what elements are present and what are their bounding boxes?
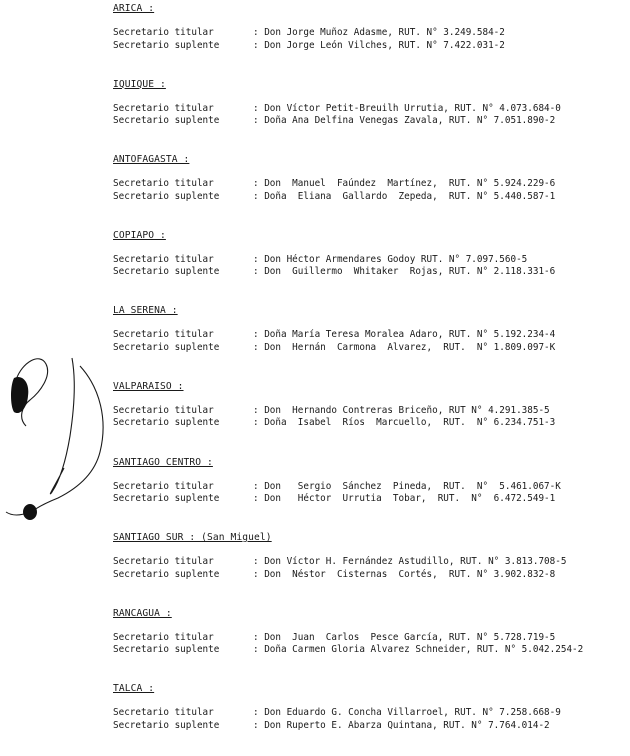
- section-heading: SANTIAGO SUR : (San Miguel): [113, 532, 272, 544]
- person-detail: : Don Ruperto E. Abarza Quintana, RUT. N° 7.764.014-2: [253, 719, 550, 731]
- section-iquique: [113, 76, 628, 152]
- role-label: Secretario titular: [113, 707, 214, 719]
- row-suplente: [113, 417, 555, 429]
- role-label: Secretario suplente: [113, 568, 220, 580]
- row-suplente: [113, 493, 555, 505]
- person-detail: : Don Hernán Carmona Alvarez, RUT. N° 1.809.097-K: [253, 341, 556, 353]
- person-detail: : Doña Isabel Ríos Marcuello, RUT. N° 6.234.751-3: [253, 417, 556, 429]
- role-label: Secretario suplente: [113, 644, 220, 656]
- row-suplente: [113, 266, 555, 278]
- section-rancagua: [113, 605, 628, 681]
- row-suplente: [113, 342, 555, 354]
- signature-stroke-loop: [50, 358, 74, 494]
- section-talca: [113, 680, 628, 756]
- section-heading: IQUIQUE :: [113, 78, 166, 90]
- person-detail: : Doña Ana Delfina Venegas Zavala, RUT. N° 7.051.890-2: [253, 115, 556, 127]
- section-heading: VALPARAISO :: [113, 380, 184, 392]
- section-santiago-centro: [113, 454, 628, 530]
- section-heading: LA SERENA :: [113, 305, 178, 317]
- signature-blot-upper: [11, 377, 28, 413]
- row-titular: [113, 405, 550, 417]
- signature-blot-lower: [23, 504, 37, 520]
- row-suplente: [113, 644, 583, 656]
- section-santiago-sur: [113, 529, 628, 605]
- section-antofagasta: [113, 151, 628, 227]
- role-label: Secretario titular: [113, 253, 214, 265]
- section-heading: TALCA :: [113, 683, 155, 695]
- section-heading: SANTIAGO CENTRO :: [113, 456, 213, 468]
- role-label: Secretario suplente: [113, 341, 220, 353]
- person-detail: : Don Héctor Urrutia Tobar, RUT. N° 6.472.549-1: [253, 493, 556, 505]
- handwritten-signature: [0, 340, 115, 530]
- person-detail: : Don Eduardo G. Concha Villarroel, RUT. N° 7.258.668-9: [253, 707, 561, 719]
- role-label: Secretario titular: [113, 480, 214, 492]
- role-label: Secretario titular: [113, 329, 214, 341]
- row-suplente: [113, 115, 555, 127]
- role-label: Secretario titular: [113, 27, 214, 38]
- row-titular: [113, 254, 527, 266]
- row-suplente: [113, 40, 505, 52]
- role-label: Secretario titular: [113, 631, 214, 643]
- section-copiapo: [113, 227, 628, 303]
- signature-stroke-arc: [34, 366, 103, 510]
- role-label: Secretario titular: [113, 404, 214, 416]
- section-heading: ARICA :: [113, 3, 155, 14]
- role-label: Secretario suplente: [113, 266, 220, 278]
- row-suplente: [113, 191, 555, 203]
- row-suplente: [113, 720, 550, 732]
- person-detail: : Don Héctor Armendares Godoy RUT. N° 7.097.560-5: [253, 253, 528, 265]
- row-titular: [113, 329, 555, 341]
- section-heading: RANCAGUA :: [113, 607, 172, 619]
- row-titular: [113, 707, 561, 719]
- person-detail: : Don Néstor Cisternas Cortés, RUT. N° 3.902.832-8: [253, 568, 556, 580]
- role-label: Secretario suplente: [113, 417, 220, 429]
- person-detail: : Don Hernando Contreras Briceño, RUT N° 4.291.385-5: [253, 404, 550, 416]
- row-titular: [113, 481, 561, 493]
- person-detail: : Doña Carmen Gloria Alvarez Schneider, RUT. N° 5.042.254-2: [253, 644, 584, 656]
- section-heading: ANTOFAGASTA :: [113, 154, 190, 166]
- person-detail: : Doña Eliana Gallardo Zepeda, RUT. N° 5.440.587-1: [253, 190, 556, 202]
- role-label: Secretario suplente: [113, 493, 220, 505]
- person-detail: : Don Jorge León Vilches, RUT. N° 7.422.031-2: [253, 39, 505, 51]
- role-label: Secretario titular: [113, 102, 214, 114]
- person-detail: : Don Jorge Muñoz Adasme, RUT. N° 3.249.584-2: [253, 27, 505, 38]
- role-label: Secretario titular: [113, 556, 214, 568]
- row-titular: [113, 178, 555, 190]
- role-label: Secretario suplente: [113, 115, 220, 127]
- section-heading: COPIAPO :: [113, 229, 166, 241]
- section-valparaiso: [113, 378, 628, 454]
- person-detail: : Don Víctor Petit-Breuilh Urrutia, RUT. N° 4.073.684-0: [253, 102, 561, 114]
- person-detail: : Don Víctor H. Fernández Astudillo, RUT. N° 3.813.708-5: [253, 556, 567, 568]
- person-detail: : Don Manuel Faúndez Martínez, RUT. N° 5.924.229-6: [253, 178, 556, 190]
- section-arica: [113, 0, 628, 76]
- role-label: Secretario suplente: [113, 190, 220, 202]
- section-la-serena: [113, 302, 628, 378]
- role-label: Secretario titular: [113, 178, 214, 190]
- row-titular: [113, 27, 505, 39]
- person-detail: : Doña María Teresa Moralea Adaro, RUT. N° 5.192.234-4: [253, 329, 556, 341]
- secretaries-list: [113, 0, 628, 756]
- person-detail: : Don Sergio Sánchez Pineda, RUT. N° 5.461.067-K: [253, 480, 561, 492]
- row-titular: [113, 556, 566, 568]
- person-detail: : Don Guillermo Whitaker Rojas, RUT. N° 2.118.331-6: [253, 266, 556, 278]
- row-titular: [113, 632, 555, 644]
- row-suplente: [113, 569, 555, 581]
- person-detail: : Don Juan Carlos Pesce García, RUT. N° 5.728.719-5: [253, 631, 556, 643]
- role-label: Secretario suplente: [113, 39, 220, 51]
- row-titular: [113, 103, 561, 115]
- role-label: Secretario suplente: [113, 719, 220, 731]
